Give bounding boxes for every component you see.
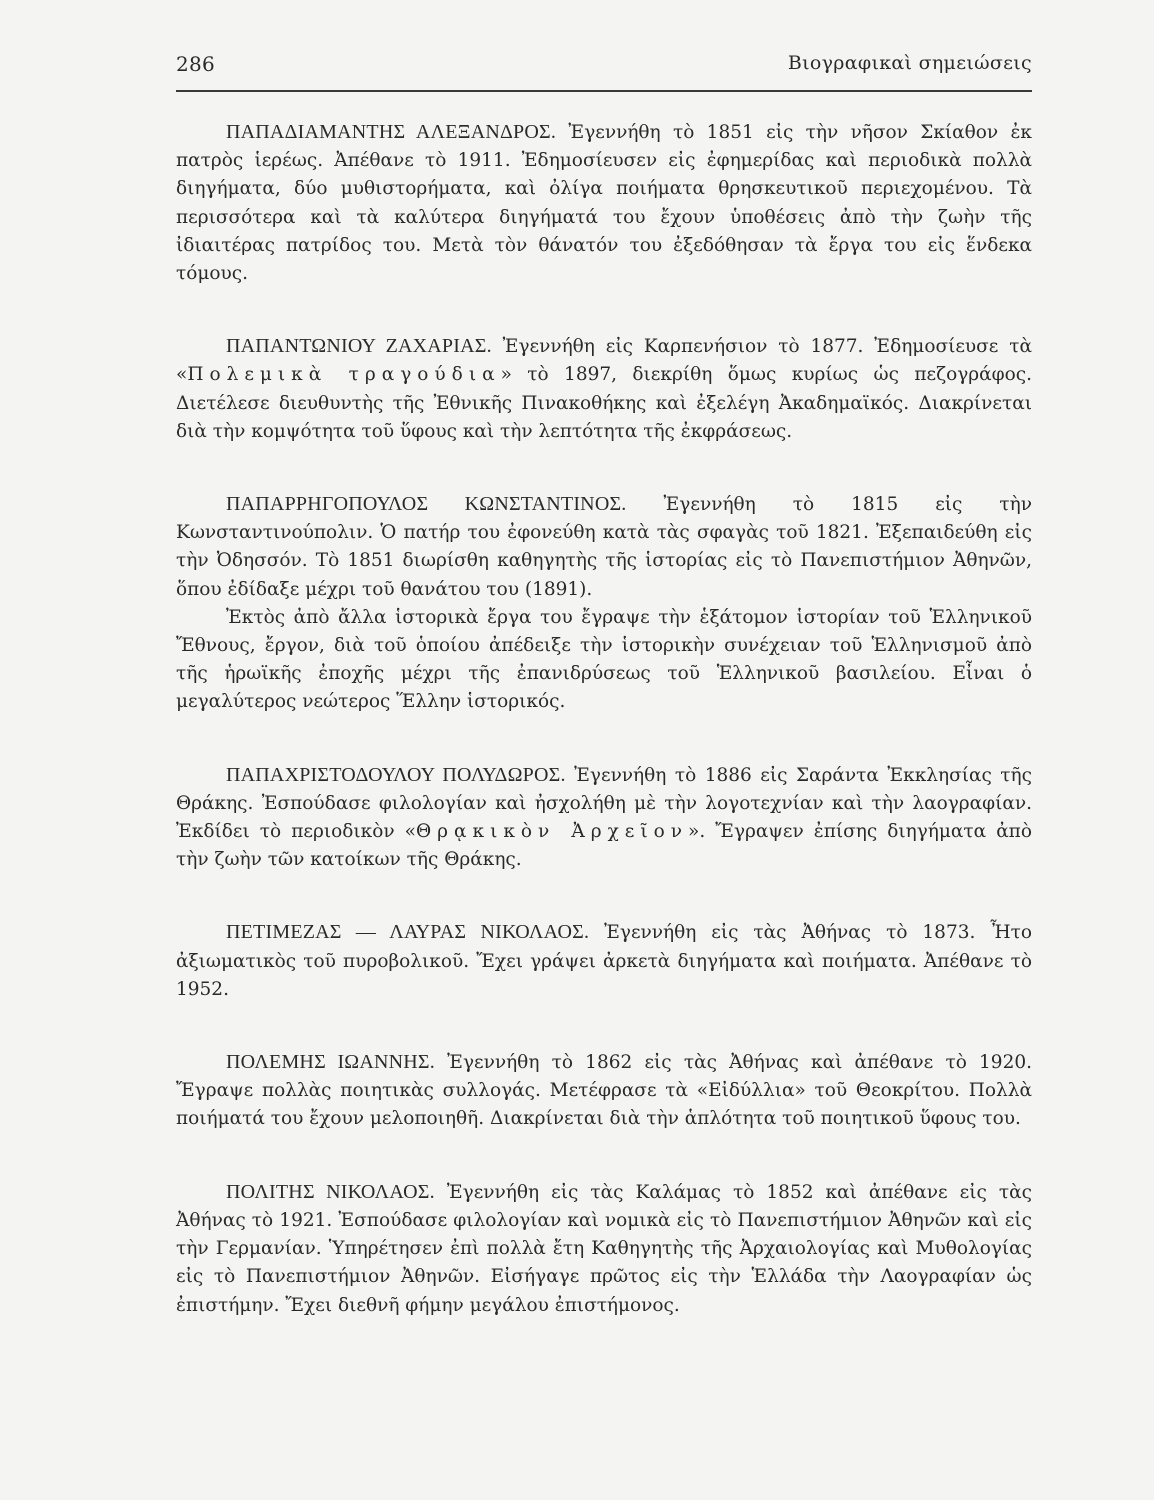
entry-paragraph — [176, 761, 1032, 875]
entry-paragraph — [176, 118, 1032, 288]
entry-text: » τὸ 1897, διεκρίθη ὅμως κυρίως ὡς πεζογράφος. Διετέλεσε διευθυντὴς τῆς Ἐθνικῆς Πινακοθήκης καὶ ἐξελέγη Ἀκαδημαϊκός. Διακρίνεται διὰ τὴν κομψότητα τοῦ ὕφους καὶ τὴν λεπτότητα τῆς ἐκφράσεως. — [176, 364, 1032, 442]
entry-paparrigopoulos — [176, 490, 1032, 717]
entry-text: Ἐγεννήθη τὸ 1862 εἰς τὰς Ἀθήνας καὶ ἀπέθανε τὸ 1920. Ἔγραψε πολλὰς ποιητικὰς συλλογάς. Μετέφρασε τὰ «Εἰδύλλια» τοῦ Θεοκρίτου. Πολλὰ ποιήματά του ἔχουν μελοποιηθῆ. Διακρίνεται διὰ τὴν ἁπλότητα τοῦ ποιητικοῦ ὕφους του. — [176, 1052, 1032, 1130]
entry-text: ». Ἔγραψεν ἐπίσης διηγήματα ἀπὸ τὴν ζωὴν τῶν κατοίκων τῆς Θράκης. — [176, 821, 1032, 871]
entry-name: ΠΕΤΙΜΕΖΑΣ — ΛΑΥΡΑΣ ΝΙΚΟΛΑΟΣ. — [226, 921, 590, 944]
entry-name: ΠΑΠΑΧΡΙΣΤΟΔΟΥΛΟΥ ΠΟΛΥΔΩΡΟΣ. — [226, 763, 566, 786]
entry-name: ΠΑΠΑΡΡΗΓΟΠΟΥΛΟΣ ΚΩΝΣΤΑΝΤΙΝΟΣ. — [226, 493, 627, 516]
running-title: Βιογραφικαὶ σημειώσεις — [787, 52, 1032, 74]
header-rule — [176, 90, 1032, 92]
entry-papadiamantis — [176, 118, 1032, 288]
work-title: Πολεμικὰ τραγούδια — [187, 364, 501, 386]
page-number: 286 — [176, 52, 216, 76]
entry-paragraph — [176, 918, 1032, 1004]
entry-text: Ἐγεννήθη τὸ 1886 εἰς Σαράντα Ἐκκλησίας τῆς Θράκης. Ἐσπούδασε φιλολογίαν καὶ ἠσχολήθη μὲ τὴν λογοτεχνίαν καὶ τὴν λαογραφίαν. Ἐκδίδει τὸ περιοδικὸν « — [176, 764, 1032, 843]
entry-politis — [176, 1178, 1032, 1320]
entry-name: ΠΟΛΕΜΗΣ ΙΩΑΝΝΗΣ. — [226, 1051, 435, 1074]
entry-papantoniou — [176, 332, 1032, 446]
entry-paragraph — [176, 490, 1032, 604]
entry-text: Ἐγεννήθη εἰς τὰς Καλάμας τὸ 1852 καὶ ἀπέθανε εἰς τὰς Ἀθήνας τὸ 1921. Ἐσπούδασε φιλολογίαν καὶ νομικὰ εἰς τὸ Πανεπιστήμιον Ἀθηνῶν καὶ εἰς τὴν Γερμανίαν. Ὑπηρέτησεν ἐπὶ πολλὰ ἔτη Καθηγητὴς τῆς Ἀρχαιολογίας καὶ Μυθολογίας εἰς τὸ Πανεπιστήμιον Ἀθηνῶν. Εἰσήγαγε πρῶτος εἰς τὴν Ἑλλάδα τὴν Λαογραφίαν ὡς ἐπιστήμην. Ἔχει διεθνῆ φήμην μεγάλου ἐπιστήμονος. — [176, 1181, 1032, 1316]
entry-text: Ἐγεννήθη τὸ 1851 εἰς τὴν νῆσον Σκίαθον ἐκ πατρὸς ἱερέως. Ἀπέθανε τὸ 1911. Ἐδημοσίευσεν εἰς ἐφημερίδας καὶ περιοδικὰ πολλὰ διηγήματα, δύο μυθιστορήματα, καὶ ὀλίγα ποιήματα θρησκευτικοῦ περιεχομένου. Τὰ περισσότερα καὶ τὰ καλύτερα διηγήματά του ἔχουν ὑποθέσεις ἀπὸ τὴν ζωὴν τῆς ἰδιαιτέρας πατρίδος του. Μετὰ τὸν θάνατόν του ἐξεδόθησαν τὰ ἔργα του εἰς ἕνδεκα τόμους. — [176, 122, 1032, 285]
entry-name: ΠΑΠΑΔΙΑΜΑΝΤΗΣ ΑΛΕΞΑΝΔΡΟΣ. — [226, 121, 557, 143]
entry-name: ΠΑΠΑΝΤΩΝΙΟΥ ΖΑΧΑΡΙΑΣ. — [226, 335, 492, 358]
entry-name: ΠΟΛΙΤΗΣ ΝΙΚΟΛΑΟΣ. — [226, 1180, 435, 1203]
entry-paragraph: Ἐκτὸς ἀπὸ ἄλλα ἱστορικὰ ἔργα του ἔγραψε τὴν ἑξάτομον ἱστορίαν τοῦ Ἑλληνικοῦ Ἔθνους, ἔργον, διὰ τοῦ ὁποίου ἀπέδειξε τὴν ἱστορικὴν συνέχειαν τοῦ Ἑλληνισμοῦ ἀπὸ τῆς ἡρωϊκῆς ἐποχῆς μέχρι τῆς ἐπανιδρύσεως τοῦ Ἑλληνικοῦ βασιλείου. Εἶναι ὁ μεγαλύτερος νεώτερος Ἕλλην ἱστορικός. — [176, 606, 1032, 713]
entry-paragraph — [176, 332, 1032, 446]
entry-papachristodoulou — [176, 761, 1032, 875]
entry-petimezas — [176, 918, 1032, 1004]
entry-paragraph — [176, 1048, 1032, 1134]
work-title: Θρᾳκικὸν Ἀρχεῖον — [415, 821, 689, 843]
entry-polemis — [176, 1048, 1032, 1134]
running-head — [176, 52, 1032, 88]
biography-entries — [176, 118, 1032, 1364]
entry-paragraph — [176, 1178, 1032, 1320]
entry-text: Ἐγεννήθη εἰς Καρπενήσιον τὸ 1877. Ἐδημοσίευσε τὰ « — [176, 336, 1032, 386]
entry-text: Ἐγεννήθη εἰς τὰς Ἀθήνας τὸ 1873. Ἦτο ἀξιωματικὸς τοῦ πυροβολικοῦ. Ἔχει γράψει ἀρκετὰ διηγήματα καὶ ποιήματα. Ἀπέθανε τὸ 1952. — [176, 922, 1032, 1000]
entry-text: Ἐγεννήθη τὸ 1815 εἰς τὴν Κωνσταντινούπολιν. Ὁ πατήρ του ἐφονεύθη κατὰ τὰς σφαγὰς τοῦ 1821. Ἐξεπαιδεύθη εἰς τὴν Ὀδησσόν. Τὸ 1851 διωρίσθη καθηγητὴς τῆς ἱστορίας εἰς τὸ Πανεπιστήμιον Ἀθηνῶν, ὅπου ἐδίδαξε μέχρι τοῦ θανάτου του (1891). — [176, 494, 1032, 600]
